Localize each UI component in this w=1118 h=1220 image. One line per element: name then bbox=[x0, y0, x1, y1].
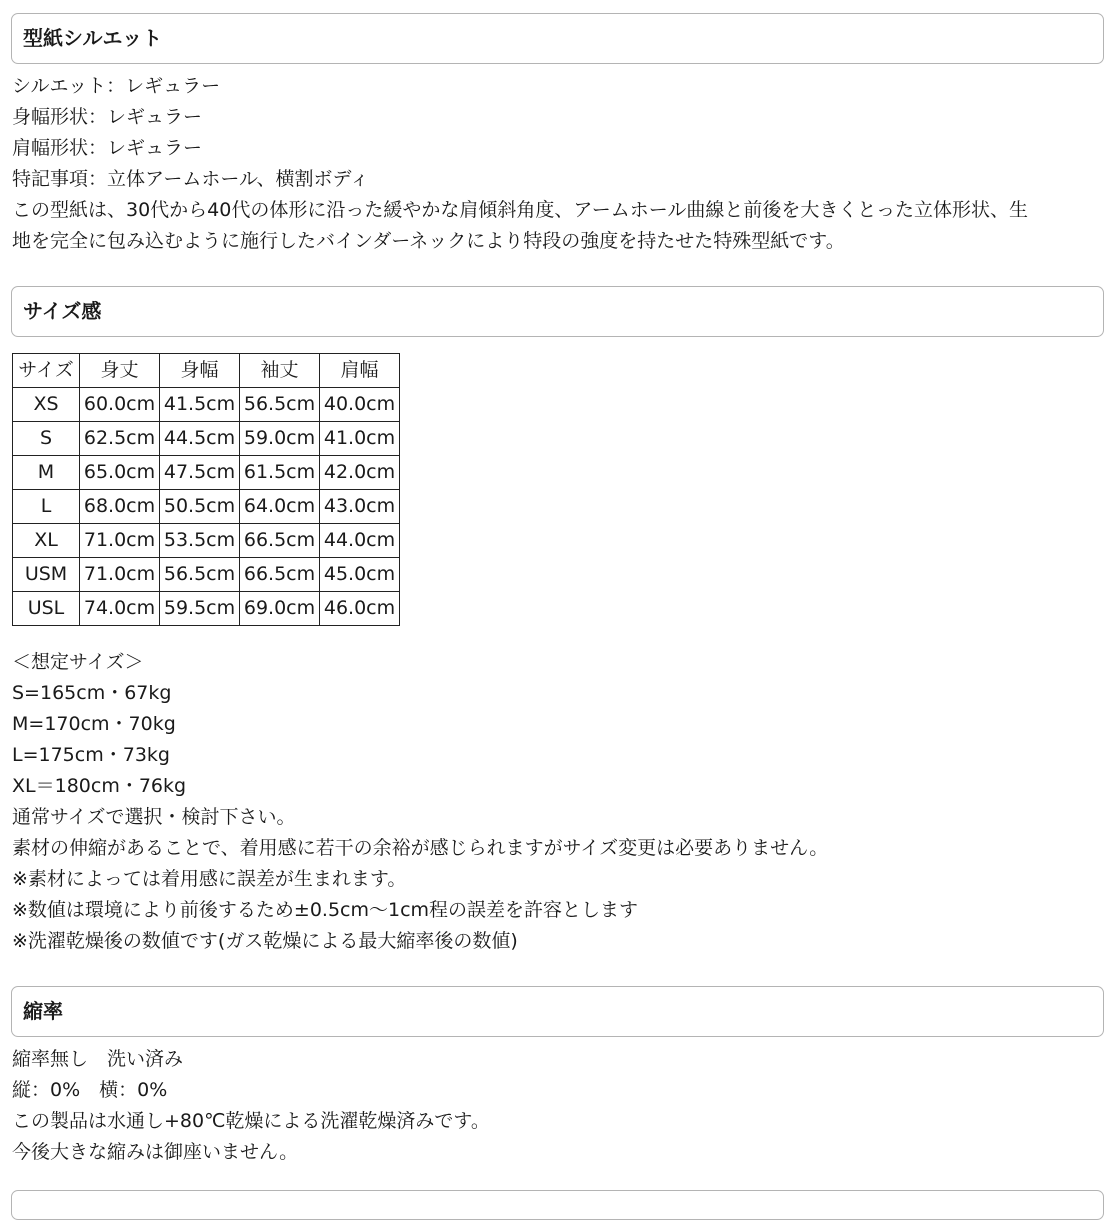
table-cell: 50.5cm bbox=[160, 490, 240, 524]
table-row bbox=[13, 388, 400, 422]
table-cell: 61.5cm bbox=[240, 456, 320, 490]
size-notes bbox=[12, 647, 1112, 957]
text-line: 地を完全に包み込むように施行したバインダーネックにより特段の強度を持たせた特殊型紙です。 bbox=[12, 230, 845, 252]
table-cell: 59.0cm bbox=[240, 422, 320, 456]
table-cell: 66.5cm bbox=[240, 524, 320, 558]
section-header-silhouette: 型紙シルエット bbox=[11, 13, 1104, 64]
table-cell: 41.0cm bbox=[320, 422, 400, 456]
next-section-header-partial bbox=[11, 1190, 1104, 1220]
column-header: 袖丈 bbox=[240, 354, 320, 388]
table-cell: 62.5cm bbox=[80, 422, 160, 456]
text-line: 今後大きな縮みは御座いません。 bbox=[12, 1141, 299, 1163]
table-cell: USL bbox=[13, 592, 80, 626]
silhouette-text bbox=[12, 71, 1112, 257]
text-line: L=175cm・73kg bbox=[12, 744, 170, 766]
table-cell: 41.5cm bbox=[160, 388, 240, 422]
table-cell: M bbox=[13, 456, 80, 490]
text-line: 肩幅形状：レギュラー bbox=[12, 137, 203, 159]
table-cell: XL bbox=[13, 524, 80, 558]
table-cell: 64.0cm bbox=[240, 490, 320, 524]
table-cell: 59.5cm bbox=[160, 592, 240, 626]
table-row bbox=[13, 592, 400, 626]
section-header-size: サイズ感 bbox=[11, 286, 1104, 337]
text-line: 身幅形状：レギュラー bbox=[12, 106, 203, 128]
column-header: 身幅 bbox=[160, 354, 240, 388]
text-line: XL＝180cm・76kg bbox=[12, 775, 187, 797]
table-cell: 42.0cm bbox=[320, 456, 400, 490]
section-header-shrinkage: 縮率 bbox=[11, 986, 1104, 1037]
table-cell: 40.0cm bbox=[320, 388, 400, 422]
table-row bbox=[13, 558, 400, 592]
table-cell: 56.5cm bbox=[240, 388, 320, 422]
table-cell: 60.0cm bbox=[80, 388, 160, 422]
table-cell: 71.0cm bbox=[80, 524, 160, 558]
table-cell: 46.0cm bbox=[320, 592, 400, 626]
table-cell: 53.5cm bbox=[160, 524, 240, 558]
table-cell: L bbox=[13, 490, 80, 524]
text-line: 縦：0% 横：0% bbox=[12, 1079, 168, 1101]
table-cell: 45.0cm bbox=[320, 558, 400, 592]
text-line: この製品は水通し+80℃乾燥による洗濯乾燥済みです。 bbox=[12, 1110, 490, 1132]
table-cell: 47.5cm bbox=[160, 456, 240, 490]
table-header-row bbox=[13, 354, 400, 388]
column-header: サイズ bbox=[13, 354, 80, 388]
text-line: 素材の伸縮があることで、着用感に若干の余裕が感じられますがサイズ変更は必要ありません。 bbox=[12, 837, 829, 859]
text-line: シルエット：レギュラー bbox=[12, 75, 221, 97]
table-row bbox=[13, 490, 400, 524]
shrinkage-text bbox=[12, 1044, 1112, 1168]
table-cell: 74.0cm bbox=[80, 592, 160, 626]
text-line: この型紙は、30代から40代の体形に沿った緩やかな肩傾斜角度、アームホール曲線と前後を大きくとった立体形状、生 bbox=[12, 199, 1029, 221]
size-table bbox=[12, 353, 400, 626]
text-line: M=170cm・70kg bbox=[12, 713, 176, 735]
text-line: ※洗濯乾燥後の数値です(ガス乾燥による最大縮率後の数値) bbox=[12, 930, 518, 952]
table-cell: 68.0cm bbox=[80, 490, 160, 524]
text-line: ※素材によっては着用感に誤差が生まれます。 bbox=[12, 868, 407, 890]
table-row bbox=[13, 422, 400, 456]
table-row bbox=[13, 456, 400, 490]
table-cell: USM bbox=[13, 558, 80, 592]
table-row bbox=[13, 524, 400, 558]
table-cell: S bbox=[13, 422, 80, 456]
table-cell: 69.0cm bbox=[240, 592, 320, 626]
table-cell: 44.0cm bbox=[320, 524, 400, 558]
table-cell: 65.0cm bbox=[80, 456, 160, 490]
table-cell: 66.5cm bbox=[240, 558, 320, 592]
table-cell: XS bbox=[13, 388, 80, 422]
text-line: 縮率無し 洗い済み bbox=[12, 1048, 184, 1070]
table-cell: 43.0cm bbox=[320, 490, 400, 524]
text-line: ※数値は環境により前後するため±0.5cm〜1cm程の誤差を許容とします bbox=[12, 899, 639, 921]
text-line: 特記事項：立体アームホール、横割ボディ bbox=[12, 168, 370, 190]
table-cell: 56.5cm bbox=[160, 558, 240, 592]
table-cell: 44.5cm bbox=[160, 422, 240, 456]
column-header: 肩幅 bbox=[320, 354, 400, 388]
text-line: ＜想定サイズ＞ bbox=[12, 651, 144, 673]
text-line: 通常サイズで選択・検討下さい。 bbox=[12, 806, 296, 828]
column-header: 身丈 bbox=[80, 354, 160, 388]
table-cell: 71.0cm bbox=[80, 558, 160, 592]
text-line: S=165cm・67kg bbox=[12, 682, 172, 704]
